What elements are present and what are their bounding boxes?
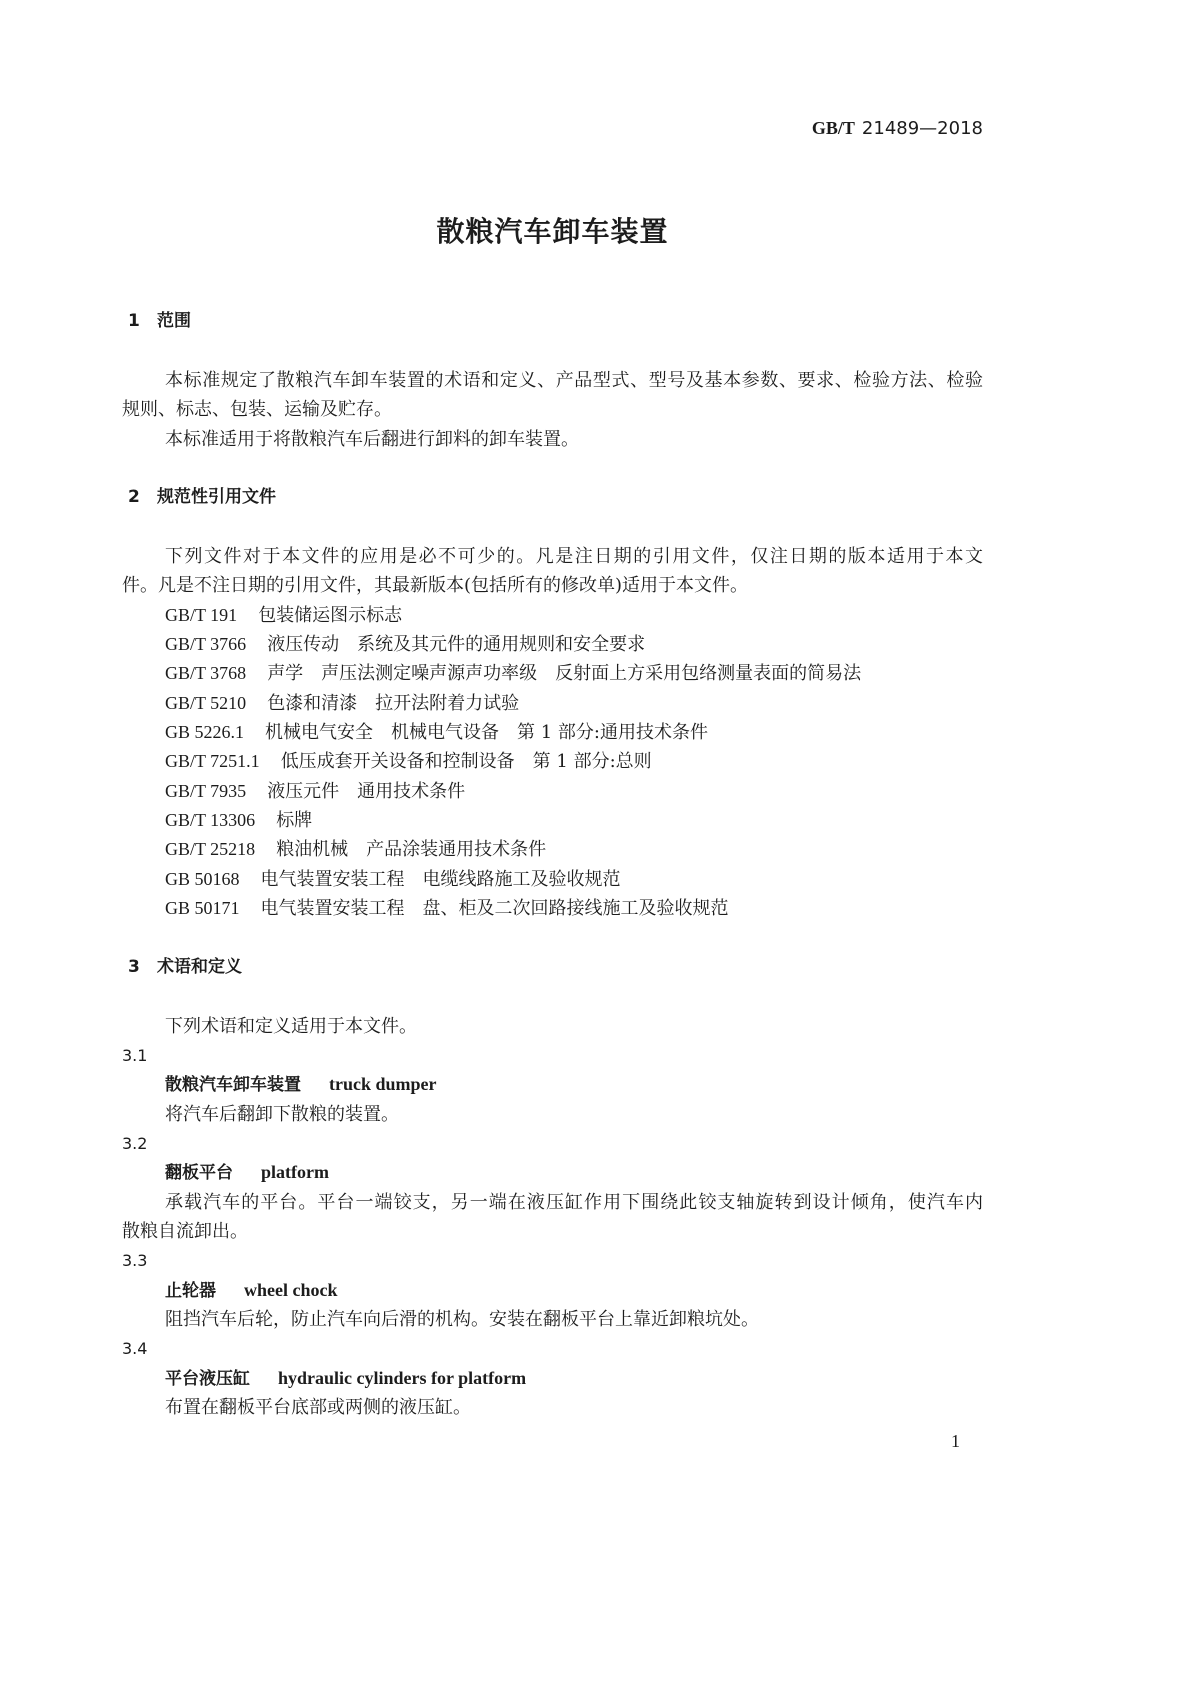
reference-code: GB/T 7251.1 <box>165 751 260 772</box>
reference-code: GB 5226.1 <box>165 722 245 743</box>
term-entry <box>122 1070 983 1099</box>
reference-code: GB/T 3768 <box>165 663 247 684</box>
section-heading-normative-references <box>122 483 983 512</box>
document-header <box>812 116 983 141</box>
reference-code: GB/T 191 <box>165 604 238 625</box>
reference-title: 液压元件 通用技术条件 <box>267 780 466 802</box>
term-entry <box>122 1276 983 1305</box>
reference-code: GB/T 7935 <box>165 780 247 801</box>
reference-title: 电气装置安装工程 盘、柜及二次回路接线施工及验收规范 <box>260 898 729 920</box>
reference-title: 电气装置安装工程 电缆线路施工及验收规范 <box>260 868 621 890</box>
term-number: 3.1 <box>122 1045 148 1065</box>
term-definition: 承载汽车的平台。平台一端铰支，另一端在液压缸作用下围绕此铰支轴旋转到设计倾角，使汽车内 <box>165 1191 983 1213</box>
reference-code: GB/T 25218 <box>165 839 256 860</box>
reference-code: GB/T 3766 <box>165 634 247 655</box>
section-number: 3 <box>128 956 140 977</box>
reference-item <box>122 601 983 630</box>
paragraph-line: 下列文件对于本文件的应用是必不可少的。凡是注日期的引用文件，仅注日期的版本适用于本文 <box>165 546 983 568</box>
reference-item <box>122 659 983 688</box>
reference-item <box>122 865 983 894</box>
reference-item <box>122 747 983 776</box>
document-title: 散粮汽车卸车装置 <box>436 215 669 248</box>
reference-item <box>122 894 983 923</box>
term-entry <box>122 1158 983 1187</box>
term-chinese: 平台液压缸 <box>165 1368 250 1389</box>
paragraph-line: 规则、标志、包装、运输及贮存。 <box>122 399 392 421</box>
standard-code-number: 21489—2018 <box>861 118 983 139</box>
paragraph-line: 本标准规定了散粮汽车卸车装置的术语和定义、产品型式、型号及基本参数、要求、检验方法、检验 <box>165 369 983 391</box>
section-title: 范围 <box>157 311 191 332</box>
reference-title: 机械电气安全 机械电气设备 第 1 部分:通用技术条件 <box>265 722 708 744</box>
reference-code: GB/T 5210 <box>165 692 247 713</box>
term-chinese: 止轮器 <box>165 1280 216 1301</box>
term-number: 3.3 <box>122 1251 148 1271</box>
term-english: truck dumper <box>329 1074 437 1095</box>
term-definition: 阻挡汽车后轮，防止汽车向后滑的机构。安装在翻板平台上靠近卸粮坑处。 <box>165 1308 759 1330</box>
section-number: 1 <box>128 311 140 332</box>
section-heading-terms-and-definitions <box>122 953 983 982</box>
term-number: 3.4 <box>122 1339 148 1359</box>
normative-references-list <box>122 601 983 924</box>
document-body <box>122 307 983 1422</box>
term-english: wheel chock <box>244 1279 338 1300</box>
term-english: platform <box>261 1162 329 1183</box>
reference-item <box>122 630 983 659</box>
reference-item <box>122 689 983 718</box>
term-chinese: 散粮汽车卸车装置 <box>165 1075 301 1096</box>
term-number: 3.2 <box>122 1133 148 1153</box>
reference-code: GB/T 13306 <box>165 810 256 831</box>
reference-title: 包装储运图示标志 <box>258 604 403 626</box>
section-title: 规范性引用文件 <box>157 487 276 508</box>
term-definition: 将汽车后翻卸下散粮的装置。 <box>165 1103 399 1125</box>
reference-code: GB 50171 <box>165 898 240 919</box>
paragraph-line: 本标准适用于将散粮汽车后翻进行卸料的卸车装置。 <box>165 428 579 450</box>
standard-code-prefix: GB/T <box>811 118 855 138</box>
section-heading-scope <box>122 307 983 336</box>
reference-item <box>122 777 983 806</box>
term-definition: 布置在翻板平台底部或两侧的液压缸。 <box>165 1397 471 1419</box>
section-number: 2 <box>128 487 140 508</box>
term-chinese: 翻板平台 <box>165 1163 233 1184</box>
term-definition: 散粮自流卸出。 <box>122 1220 248 1242</box>
page-number: 1 <box>951 1431 960 1451</box>
reference-title: 色漆和清漆 拉开法附着力试验 <box>267 692 520 714</box>
section-title: 术语和定义 <box>157 956 242 977</box>
term-english: hydraulic cylinders for platform <box>278 1367 527 1388</box>
reference-item <box>122 835 983 864</box>
paragraph-line: 件。凡是不注日期的引用文件，其最新版本(包括所有的修改单)适用于本文件。 <box>122 575 749 597</box>
reference-title: 声学 声压法测定噪声源声功率级 反射面上方采用包络测量表面的简易法 <box>267 663 862 685</box>
reference-title: 标牌 <box>276 810 313 832</box>
reference-item <box>122 718 983 747</box>
reference-title: 低压成套开关设备和控制设备 第 1 部分:总则 <box>280 751 652 773</box>
reference-title: 液压传动 系统及其元件的通用规则和安全要求 <box>267 634 646 656</box>
paragraph-line: 下列术语和定义适用于本文件。 <box>165 1015 417 1037</box>
reference-title: 粮油机械 产品涂装通用技术条件 <box>276 839 547 861</box>
reference-item <box>122 806 983 835</box>
reference-code: GB 50168 <box>165 868 240 889</box>
term-entry <box>122 1364 983 1393</box>
